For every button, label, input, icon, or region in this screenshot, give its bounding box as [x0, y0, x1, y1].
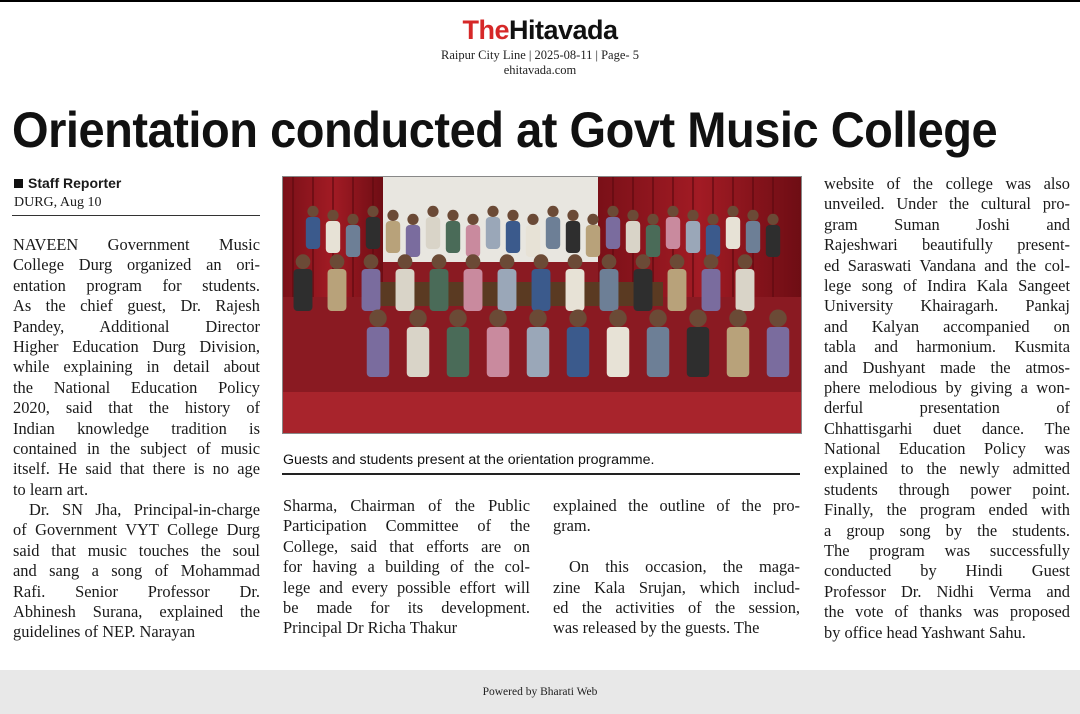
event-photo [282, 176, 802, 434]
person-figure [607, 327, 630, 377]
text-line: to learn art. [13, 479, 89, 499]
text-line: Abhinesh Surana, explained the [13, 602, 260, 622]
person-head [409, 310, 427, 328]
person-figure [487, 327, 510, 377]
text-line: gram. [553, 516, 591, 536]
text-line: ed Saraswati Vandana and the col- [824, 255, 1070, 275]
text-line: by office head Yashwant Sahu. [824, 622, 1026, 642]
person-head [364, 254, 379, 269]
text-line: University Khairagarh. Pankaj [824, 296, 1070, 316]
text-line: and sang a song of Mohammad [13, 561, 260, 581]
person-figure [586, 225, 600, 257]
person-head [568, 254, 583, 269]
person-head [507, 210, 518, 221]
group-photo-illustration [283, 177, 801, 433]
person-figure [767, 327, 790, 377]
person-head [747, 210, 758, 221]
person-head [387, 210, 398, 221]
text-line: ed the activities of the session, [553, 597, 800, 617]
person-figure [306, 217, 320, 249]
person-figure [294, 269, 313, 311]
text-line: entation program for students. [13, 275, 260, 295]
text-line: Indian knowledge tradition is [13, 418, 260, 438]
text-line: unveiled. Under the cultural pro- [824, 194, 1070, 214]
person-head [729, 310, 747, 328]
text-line: Principal Dr Richa Thakur [283, 618, 458, 638]
text-line: College Durg organized an ori- [13, 255, 260, 275]
person-head [767, 214, 778, 225]
person-figure [567, 327, 590, 377]
person-head [704, 254, 719, 269]
person-figure [686, 221, 700, 253]
person-head [607, 206, 618, 217]
person-head [647, 214, 658, 225]
person-figure [527, 327, 550, 377]
text-line: explained to the newly admitted [824, 459, 1070, 479]
person-head [347, 214, 358, 225]
text-line: for having a building of the col- [283, 557, 530, 577]
text-line: a group song by the students. [824, 520, 1070, 540]
dateline: DURG, Aug 10 [14, 195, 102, 210]
text-line: phere melodious by giving a won- [824, 377, 1070, 397]
text-line: gram Suman Joshi and [824, 214, 1070, 234]
person-figure [326, 221, 340, 253]
person-figure [366, 217, 380, 249]
text-line: Chhattisgarhi duet dance. The [824, 418, 1070, 438]
text-line: was released by the guests. The [553, 618, 760, 638]
logo-the: The [462, 15, 509, 45]
person-figure [546, 217, 560, 249]
text-line: the National Education Policy [13, 377, 260, 397]
text-line: while explaining in detail about [13, 357, 260, 377]
text-line: students through power point. [824, 479, 1070, 499]
person-head [489, 310, 507, 328]
site-link[interactable]: ehitavada.com [503, 63, 577, 77]
person-head [307, 206, 318, 217]
person-figure [727, 327, 750, 377]
person-head [327, 210, 338, 221]
person-figure [407, 327, 430, 377]
person-figure [486, 217, 500, 249]
top-border [0, 0, 1080, 2]
text-line: Dr. SN Jha, Principal-in-charge [29, 500, 260, 520]
person-head [296, 254, 311, 269]
text-line: said that music touches the soul [13, 540, 260, 560]
text-line: tabla and harmonium. Kusmita [824, 337, 1070, 357]
person-head [467, 214, 478, 225]
newspaper-logo[interactable] [0, 14, 1080, 46]
person-figure [668, 269, 687, 311]
person-figure [447, 327, 470, 377]
person-figure [626, 221, 640, 253]
person-figure [464, 269, 483, 311]
person-figure [506, 221, 520, 253]
person-head [466, 254, 481, 269]
text-line: itself. He said that there is no age [13, 459, 260, 479]
edition-info: Raipur City Line | 2025-08-11 | Page- 5 [441, 48, 639, 62]
person-figure [498, 269, 517, 311]
person-figure [736, 269, 755, 311]
person-figure [687, 327, 710, 377]
person-head [369, 310, 387, 328]
text-line: Sharma, Chairman of the Public [283, 496, 530, 515]
text-line: and Dushyant made the atmos- [824, 357, 1070, 377]
text-line: Pandey, Additional Director [13, 316, 260, 336]
person-figure [766, 225, 780, 257]
text-line: of Government VYT College Durg [13, 520, 260, 540]
column-3 [553, 496, 800, 639]
text-line: Rafi. Senior Professor Dr. [13, 581, 260, 601]
person-head [667, 206, 678, 217]
text-line [553, 537, 800, 557]
text-line: As the chief guest, Dr. Rajesh [13, 296, 260, 316]
person-figure [406, 225, 420, 257]
person-head [567, 210, 578, 221]
person-head [330, 254, 345, 269]
text-line: contained in the subject of music [13, 438, 260, 458]
person-head [427, 206, 438, 217]
text-line: conducted by Hindi Guest [824, 561, 1070, 581]
person-figure [726, 217, 740, 249]
person-head [407, 214, 418, 225]
text-line: The program was successfully [824, 541, 1070, 561]
person-head [432, 254, 447, 269]
person-head [670, 254, 685, 269]
photo-caption: Guests and students present at the orientation programme. [283, 452, 655, 468]
person-figure [346, 225, 360, 257]
logo-name: Hitavada [508, 15, 618, 45]
person-figure [396, 269, 415, 311]
person-figure [746, 221, 760, 253]
person-figure [426, 217, 440, 249]
text-line: NAVEEN Government Music [13, 235, 260, 254]
text-line: On this occasion, the maga- [569, 557, 800, 577]
text-line: Rajeshwari beautifully present- [824, 235, 1070, 255]
person-figure [430, 269, 449, 311]
text-line: and Kalyan accompanied on [824, 316, 1070, 336]
column-2 [283, 496, 530, 639]
person-head [487, 206, 498, 217]
person-head [500, 254, 515, 269]
person-head [547, 206, 558, 217]
person-head [649, 310, 667, 328]
text-line: National Education Policy was [824, 439, 1070, 459]
person-head [447, 210, 458, 221]
person-head [689, 310, 707, 328]
person-figure [566, 269, 585, 311]
person-figure [706, 225, 720, 257]
person-figure [566, 221, 580, 253]
person-figure [634, 269, 653, 311]
text-line: lege and every possible effort will [283, 577, 530, 597]
text-line: website of the college was also [824, 174, 1070, 193]
text-line: be made for its development. [283, 597, 530, 617]
person-head [636, 254, 651, 269]
text-line: derful presentation of [824, 398, 1070, 418]
person-head [534, 254, 549, 269]
text-line: College, said that efforts are on [283, 536, 530, 556]
article-headline: Orientation conducted at Govt Music College [12, 102, 998, 158]
person-head [367, 206, 378, 217]
person-head [602, 254, 617, 269]
person-head [527, 214, 538, 225]
byline [14, 174, 121, 192]
person-figure [532, 269, 551, 311]
person-head [587, 214, 598, 225]
person-figure [367, 327, 390, 377]
person-head [727, 206, 738, 217]
person-figure [606, 217, 620, 249]
person-figure [466, 225, 480, 257]
person-head [569, 310, 587, 328]
text-line: explained the outline of the pro- [553, 496, 800, 515]
person-head [398, 254, 413, 269]
byline-rule [12, 215, 260, 216]
person-figure [328, 269, 347, 311]
footer [0, 670, 1080, 714]
person-head [529, 310, 547, 328]
person-head [449, 310, 467, 328]
person-figure [526, 225, 540, 257]
column-1 [13, 235, 260, 643]
column-4 [824, 174, 1070, 643]
person-figure [647, 327, 670, 377]
text-line: Participation Committee of the [283, 516, 530, 536]
person-figure [600, 269, 619, 311]
text-line: Finally, the program ended with [824, 500, 1070, 520]
person-head [687, 210, 698, 221]
caption-rule [282, 473, 800, 475]
text-line: Professor Dr. Nidhi Verma and [824, 581, 1070, 601]
person-figure [702, 269, 721, 311]
person-figure [666, 217, 680, 249]
text-line: Higher Education Durg Division, [13, 336, 260, 356]
person-head [707, 214, 718, 225]
person-figure [446, 221, 460, 253]
person-figure [362, 269, 381, 311]
person-head [738, 254, 753, 269]
text-line: zine Kala Srujan, which includ- [553, 577, 800, 597]
person-head [609, 310, 627, 328]
text-line: guidelines of NEP. Narayan [13, 622, 196, 642]
footer-credit[interactable]: Powered by Bharati Web [482, 686, 598, 698]
person-head [769, 310, 787, 328]
person-figure [386, 221, 400, 253]
byline-text: Staff Reporter [28, 175, 122, 191]
person-figure [646, 225, 660, 257]
byline-square-icon [14, 179, 23, 188]
text-line: lege song of Indira Kala Sangeet [824, 275, 1070, 295]
text-line: 2020, said that the history of [13, 398, 260, 418]
person-head [627, 210, 638, 221]
text-line: the vote of thanks was proposed [824, 602, 1070, 622]
masthead [0, 14, 1080, 78]
